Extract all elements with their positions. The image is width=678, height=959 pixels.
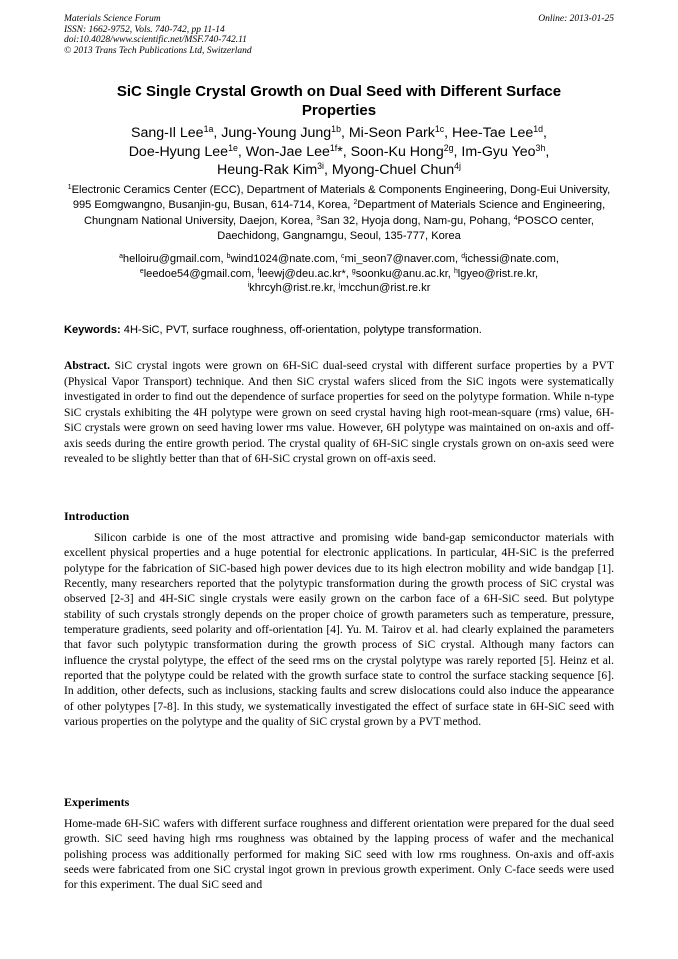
experiments-text: Home-made 6H-SiC wafers with different surface roughness and different orientation were prepared for the dual seed growth. SiC seed having high rms roughness was obtained by the lapping process of wafer and the mechanical polishing process was additionally performed for making SiC seed with low rms roughness. On-axis and off-axis seeds were fabricated from one SiC crystal ingot grown in previous growth experiment. Only C-face seeds were used for this experiment. The dual SiC seed and — [64, 817, 614, 892]
keywords-text: 4H-SiC, PVT, surface roughness, off-orientation, polytype transformation. — [120, 324, 482, 336]
email[interactable]: $^e$leedoe54@gmail.com, — [139, 267, 258, 280]
email[interactable]: $^a$helloiru@gmail.com, — [119, 253, 227, 265]
issn: ISSN: 1662-9752, Vols. 740-742, pp 11-14 — [64, 24, 225, 35]
author-list — [64, 124, 614, 180]
email[interactable]: $^f$leewj@deu.ac.kr*, — [257, 267, 352, 280]
affiliation: POSCO center, Daechidong, Gangnamgu, Seoul, 135-777, Korea — [217, 214, 595, 242]
online-date: Online: 2013-01-25 — [538, 14, 614, 24]
paper-title — [64, 82, 614, 120]
journal-name: Materials Science Forum — [64, 14, 161, 24]
title-line-1: SiC Single Crystal Growth on Dual Seed with Different Surface — [116, 83, 562, 100]
title-line-2: Properties — [301, 102, 377, 119]
experiments-heading: Experiments — [64, 795, 130, 809]
abstract — [64, 358, 614, 467]
email[interactable]: $^h$lgyeo@rist.re.kr, — [453, 267, 539, 280]
affiliation: Electronic Ceramics Center (ECC), Department of Materials & Components Engineering, Dong-Eui University, 995 Eomgwangno, Busanjin-gu, Busan, 614-714, Korea, — [71, 184, 611, 212]
keywords — [64, 323, 614, 338]
abstract-text: SiC crystal ingots were grown on 6H-SiC dual-seed crystal with different surface properties by a PVT (Physical Vapor Transport) technique. And then SiC crystal wafers sliced from the SiC ingots were systematically investigated in order to find out the dependence of surface properties for seed on the polytype formation. While n-type SiC crystals exhibiting the 4H polytype were grown on seed crystal having high root-mean-square (rms) value, 6H-SiC crystals were grown on seed having lower rms value. However, 6H polytype was maintained on on-axis and off-axis seeds during the entire growth period. The crystal quality of 6H-SiC single crystals grown on on-axis seed were revealed to be slightly better than that of 6H-SiC crystal grown on off-axis seed. — [64, 359, 614, 465]
author: Sang-Il Lee$^{1a}$, — [130, 124, 222, 141]
introduction-text: Silicon carbide is one of the most attractive and promising wide band-gap semiconductor materials with excellent physical properties and a huge potential for electronic applications. In particular, 4H-SiC is the preferred polytype for the fabrication of SiC-based high power devices due to its high electron mobility and wide bandgap [1]. Recently, many researchers reported that the polytypic transformation during the growth process of SiC crystal was observed [2-3] and 4H-SiC single crystals were easily grown on the carbon face of a 6H-SiC seed. But polytype stability of such crystals strongly depends on the proper choice of growth parameters such as temperature, pressure, temperature gradients, seed polarity and off-orientation [4]. Yu. M. Tairov et al. had clearly explained the parameters that favor such polytypic transformation during the growth process of SiC crystal. Although many factors can influence the crystal polytype, the effect of the seed rms on the crystal polytype was rarely reported [5]. Heinz et al. reported that the polytype could be related with the growth surface state to control the surface stacking sequence [6]. In addition, other defects, such as inclusions, stacking faults and screw dislocations could also induce the appearance of other polytypes [7-8]. In this study, we systematically investigated the effect of surface state in 6H-SiC seed with various properties on the polytype and the quality of SiC crystal grown by a PVT method. — [64, 531, 614, 729]
email[interactable]: $^g$soonku@anu.ac.kr, — [351, 267, 454, 280]
author: Myong-Chuel Chun$^{4j}$ — [331, 161, 461, 178]
abstract-label: Abstract. — [64, 359, 111, 372]
author: Jung-Young Jung$^{1b}$, — [221, 124, 349, 141]
affiliation: San 32, Hyoja dong, Nam-gu, Pohang, — [320, 214, 514, 227]
author: Doe-Hyung Lee$^{1e}$, — [128, 142, 246, 160]
keywords-label: Keywords: — [64, 324, 121, 336]
author: Im-Gyu Yeo$^{3h}$, — [461, 142, 550, 160]
author: Won-Jae Lee$^{1f}$*, — [245, 142, 351, 160]
email-list — [64, 252, 614, 296]
introduction-heading: Introduction — [64, 509, 130, 523]
doi: doi:10.4028/www.scientific.net/MSF.740-742.11 — [64, 35, 247, 45]
email[interactable]: $^d$ichessi@nate.com, — [461, 253, 559, 265]
author: Mi-Seon Park$^{1c}$, — [348, 124, 452, 141]
email[interactable]: $^j$mcchun@rist.re.kr — [338, 282, 431, 295]
email[interactable]: $^c$mi_seon7@naver.com, — [341, 253, 462, 265]
journal-header — [64, 14, 252, 56]
affiliations: $^1$Electronic Ceramics Center (ECC), Department of Materials & Components Engineering, Dong-Eui University, 995 Eomgwangno, Busanjin-gu, Busan, 614-714, Korea, $^2$Department of Materials Science and Engineering, Chungnam National University, Daejon, Korea, $^3$San 32, Hyoja dong, Nam-gu, Pohang, $^4$POSCO center, Daechidong, Gangnamgu, Seoul, 135-777, Korea — [67, 184, 611, 242]
copyright: © 2013 Trans Tech Publications Ltd, Switzerland — [64, 45, 252, 56]
email[interactable]: $^i$khrcyh@rist.re.kr, — [247, 282, 339, 295]
author: Hee-Tae Lee$^{1d}$, — [452, 124, 547, 141]
author: Soon-Ku Hong$^{2g}$, — [350, 142, 462, 160]
affiliation: Department of Materials Science and Engineering, Chungnam National University, Daejon, Korea, — [83, 199, 606, 227]
author: Heung-Rak Kim$^{3i}$, — [217, 161, 332, 178]
email[interactable]: $^b$wind1024@nate.com, — [226, 253, 342, 265]
